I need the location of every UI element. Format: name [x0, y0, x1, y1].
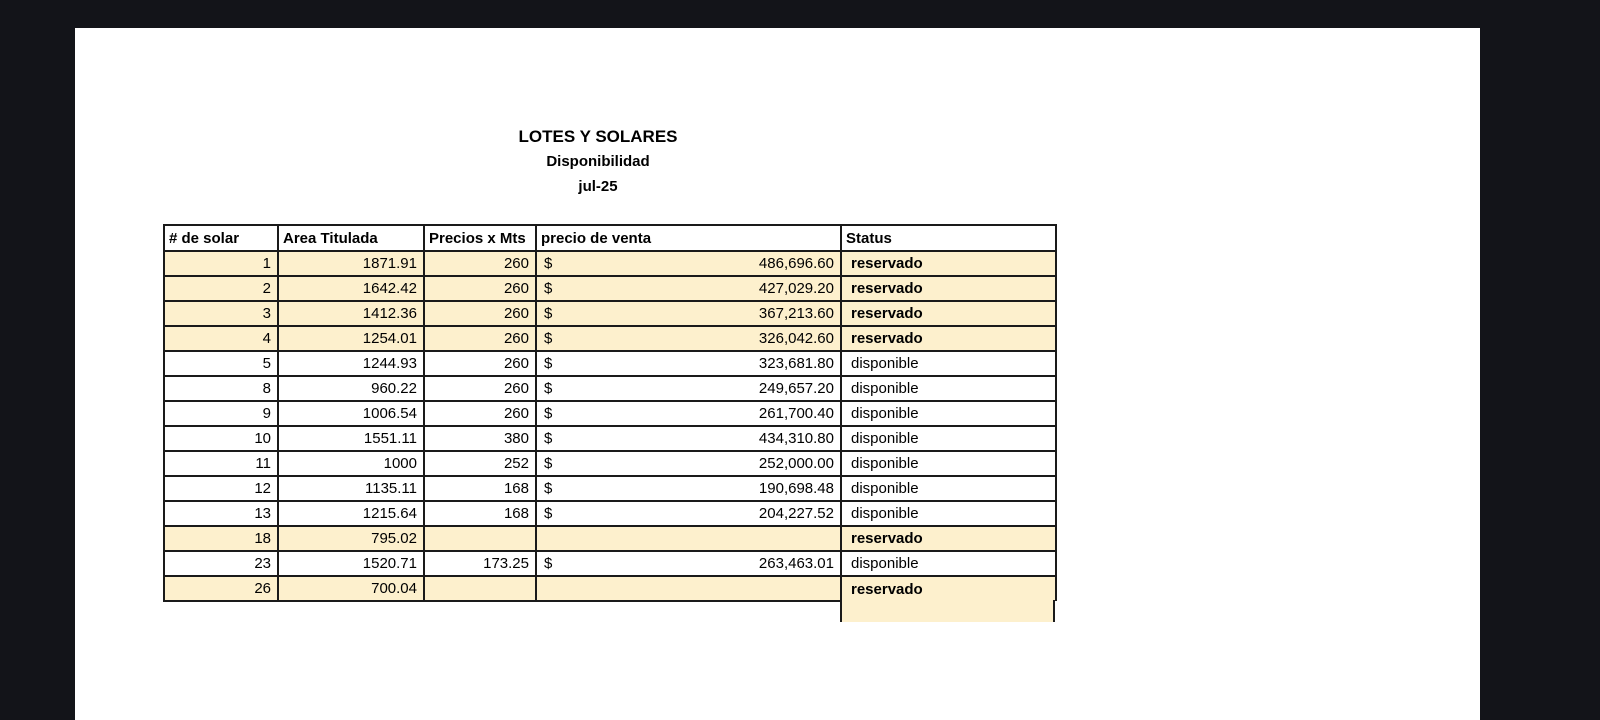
cell-area-titulada: 1244.93 — [278, 351, 424, 376]
cell-precio-x-mts: 252 — [424, 451, 536, 476]
cell-precio-x-mts: 173.25 — [424, 551, 536, 576]
cell-precio-de-venta — [536, 276, 841, 301]
cell-precio-x-mts: 168 — [424, 476, 536, 501]
cell-precio-de-venta — [536, 426, 841, 451]
cell-precio-de-venta — [536, 401, 841, 426]
table-row — [164, 426, 1056, 451]
table-row — [164, 501, 1056, 526]
cell-solar-number: 4 — [164, 326, 278, 351]
document-title-block — [163, 124, 1033, 199]
cell-area-titulada: 1871.91 — [278, 251, 424, 276]
currency-symbol: $ — [544, 330, 553, 347]
cell-precio-x-mts — [424, 526, 536, 551]
currency-symbol: $ — [544, 505, 553, 522]
currency-symbol: $ — [544, 455, 553, 472]
header-status: Status — [841, 225, 1056, 251]
cell-solar-number: 10 — [164, 426, 278, 451]
cell-precio-de-venta — [536, 376, 841, 401]
cell-precio-de-venta — [536, 451, 841, 476]
amount-value: 263,463.01 — [758, 555, 834, 572]
cell-area-titulada: 1642.42 — [278, 276, 424, 301]
amount-value: 190,698.48 — [758, 480, 834, 497]
cell-status: reservado — [841, 276, 1056, 301]
cell-precio-de-venta — [536, 576, 841, 601]
cell-solar-number: 8 — [164, 376, 278, 401]
cell-precio-x-mts: 260 — [424, 276, 536, 301]
cell-status: reservado — [841, 526, 1056, 551]
cell-solar-number: 5 — [164, 351, 278, 376]
currency-symbol: $ — [544, 305, 553, 322]
cell-precio-de-venta — [536, 351, 841, 376]
table-row — [164, 576, 1056, 601]
cell-solar-number: 2 — [164, 276, 278, 301]
cell-precio-x-mts: 260 — [424, 301, 536, 326]
table-row — [164, 376, 1056, 401]
cell-status: disponible — [841, 476, 1056, 501]
cell-precio-de-venta — [536, 301, 841, 326]
title-date: jul-25 — [578, 178, 618, 195]
cell-precio-x-mts: 260 — [424, 326, 536, 351]
cell-precio-x-mts: 380 — [424, 426, 536, 451]
currency-symbol: $ — [544, 355, 553, 372]
cell-area-titulada: 700.04 — [278, 576, 424, 601]
currency-symbol: $ — [544, 280, 553, 297]
amount-value: 323,681.80 — [758, 355, 834, 372]
amount-value: 326,042.60 — [758, 330, 834, 347]
cell-status: disponible — [841, 401, 1056, 426]
lots-availability-table — [163, 224, 1057, 602]
amount-value: 367,213.60 — [758, 305, 834, 322]
cell-area-titulada: 960.22 — [278, 376, 424, 401]
currency-symbol: $ — [544, 380, 553, 397]
header-row — [164, 225, 1056, 251]
cell-precio-de-venta — [536, 251, 841, 276]
currency-symbol: $ — [544, 555, 553, 572]
document-page — [75, 28, 1480, 720]
title-subtitle: Disponibilidad — [546, 153, 650, 170]
amount-value: 204,227.52 — [758, 505, 834, 522]
header-area-titulada: Area Titulada — [278, 225, 424, 251]
cell-precio-x-mts: 260 — [424, 351, 536, 376]
cell-precio-x-mts: 168 — [424, 501, 536, 526]
cell-status: disponible — [841, 551, 1056, 576]
cell-area-titulada: 1215.64 — [278, 501, 424, 526]
cell-precio-de-venta — [536, 526, 841, 551]
cell-precio-de-venta — [536, 476, 841, 501]
cell-area-titulada: 1520.71 — [278, 551, 424, 576]
table-row — [164, 351, 1056, 376]
cell-area-titulada: 1135.11 — [278, 476, 424, 501]
table-body — [164, 251, 1056, 601]
currency-symbol: $ — [544, 480, 553, 497]
title-main: LOTES Y SOLARES — [518, 127, 678, 146]
amount-value: 486,696.60 — [758, 255, 834, 272]
table-row — [164, 326, 1056, 351]
cell-status: reservado — [841, 301, 1056, 326]
cell-status: disponible — [841, 451, 1056, 476]
amount-value: 252,000.00 — [758, 455, 834, 472]
cell-precio-de-venta — [536, 501, 841, 526]
table-row — [164, 476, 1056, 501]
cell-solar-number: 23 — [164, 551, 278, 576]
cell-solar-number: 12 — [164, 476, 278, 501]
cell-solar-number: 1 — [164, 251, 278, 276]
cell-status: disponible — [841, 376, 1056, 401]
cell-solar-number: 18 — [164, 526, 278, 551]
cell-area-titulada: 1000 — [278, 451, 424, 476]
currency-symbol: $ — [544, 405, 553, 422]
cell-solar-number: 13 — [164, 501, 278, 526]
clipped-next-row-status-cell — [840, 600, 1055, 622]
currency-symbol: $ — [544, 430, 553, 447]
cell-status: disponible — [841, 426, 1056, 451]
cell-status: reservado — [841, 326, 1056, 351]
header-solar-number: # de solar — [164, 225, 278, 251]
cell-area-titulada: 1254.01 — [278, 326, 424, 351]
header-precio-de-venta: precio de venta — [536, 225, 841, 251]
cell-status: reservado — [841, 576, 1056, 601]
cell-area-titulada: 1006.54 — [278, 401, 424, 426]
cell-status: reservado — [841, 251, 1056, 276]
table-row — [164, 401, 1056, 426]
cell-solar-number: 11 — [164, 451, 278, 476]
table-row — [164, 551, 1056, 576]
cell-precio-de-venta — [536, 551, 841, 576]
table-row — [164, 276, 1056, 301]
cell-solar-number: 26 — [164, 576, 278, 601]
header-precios-x-mts: Precios x Mts — [424, 225, 536, 251]
table-row — [164, 526, 1056, 551]
cell-status: disponible — [841, 351, 1056, 376]
cell-precio-x-mts: 260 — [424, 251, 536, 276]
cell-solar-number: 9 — [164, 401, 278, 426]
currency-symbol: $ — [544, 255, 553, 272]
table-row — [164, 301, 1056, 326]
amount-value: 434,310.80 — [758, 430, 834, 447]
cell-area-titulada: 795.02 — [278, 526, 424, 551]
table-row — [164, 451, 1056, 476]
cell-area-titulada: 1412.36 — [278, 301, 424, 326]
table-row — [164, 251, 1056, 276]
cell-area-titulada: 1551.11 — [278, 426, 424, 451]
cell-precio-de-venta — [536, 326, 841, 351]
cell-precio-x-mts — [424, 576, 536, 601]
amount-value: 261,700.40 — [758, 405, 834, 422]
amount-value: 249,657.20 — [758, 380, 834, 397]
cell-status: disponible — [841, 501, 1056, 526]
cell-precio-x-mts: 260 — [424, 401, 536, 426]
cell-precio-x-mts: 260 — [424, 376, 536, 401]
amount-value: 427,029.20 — [758, 280, 834, 297]
cell-solar-number: 3 — [164, 301, 278, 326]
